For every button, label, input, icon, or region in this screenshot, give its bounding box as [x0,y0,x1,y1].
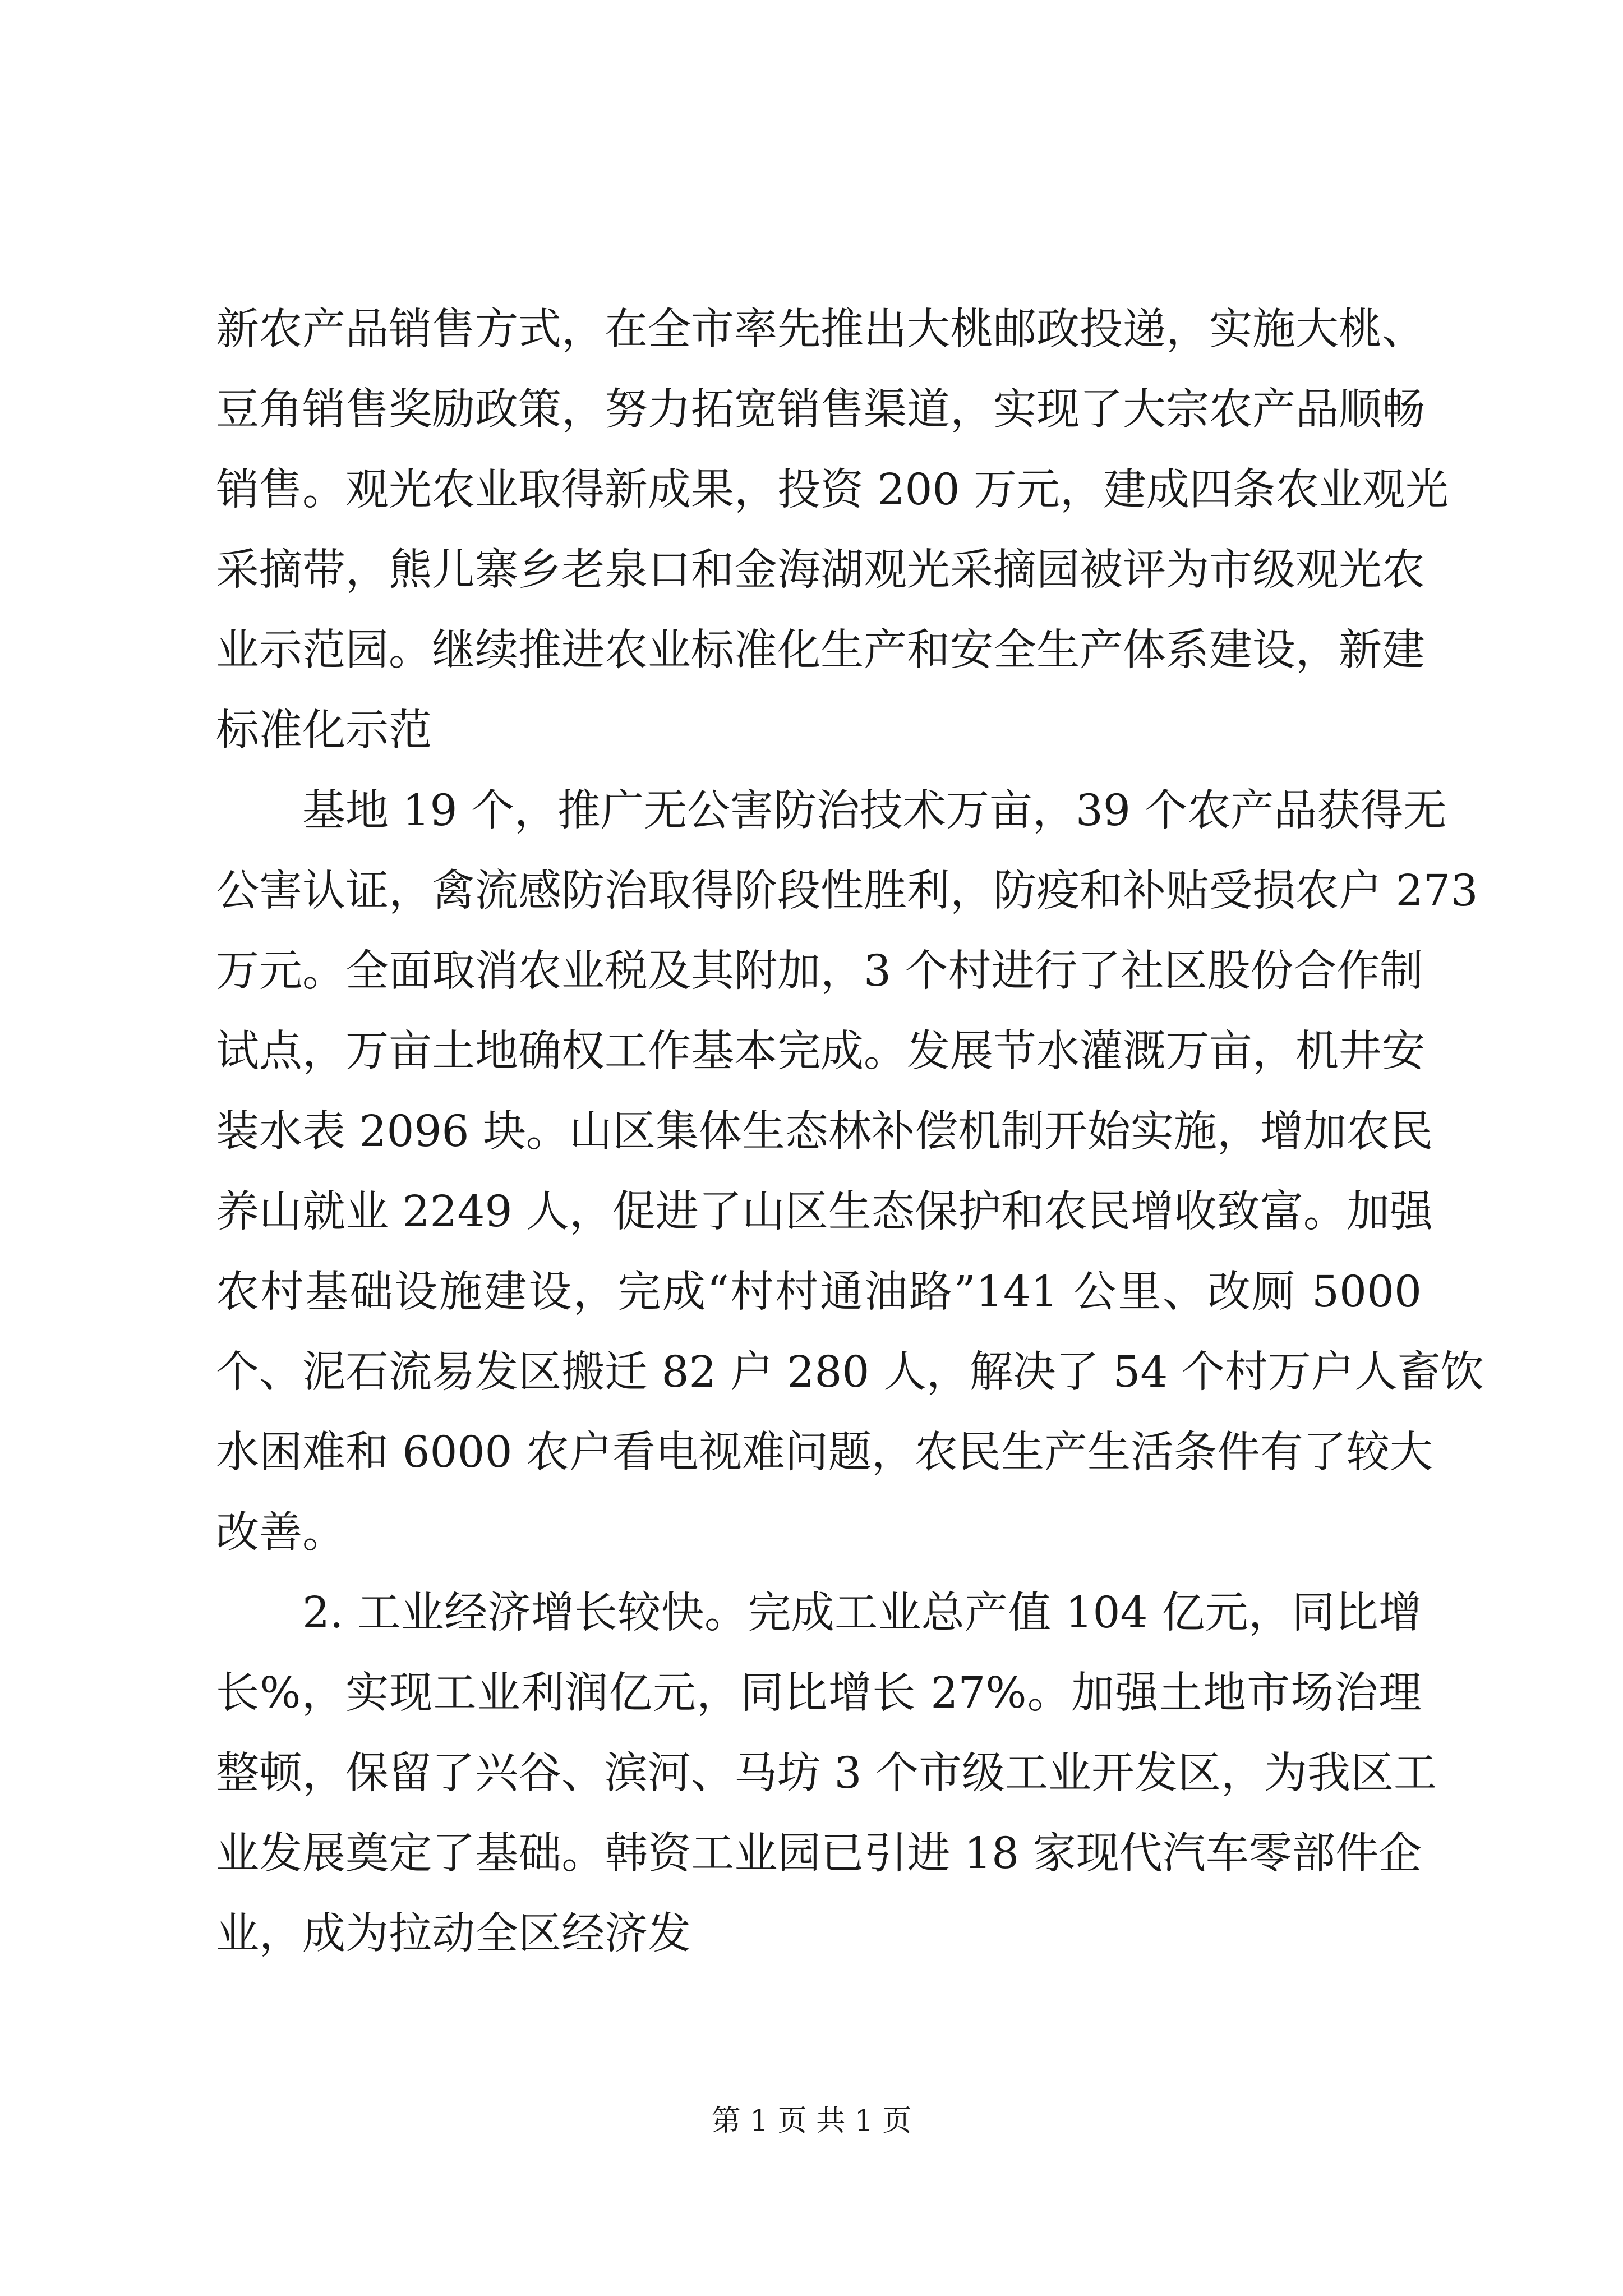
text-line: 试点，万亩土地确权工作基本完成。发展节水灌溉万亩，机井安 [216,1027,1425,1076]
text-line: 农村基础设施建设，完成“村村通油路”141 公里、改厕 5000 [216,1267,1422,1317]
text-line: 长%，实现工业利润亿元，同比增长 27%。加强土地市场治理 [216,1668,1422,1718]
page-footer: 第 1 页 共 1 页 [711,2104,912,2138]
text-line: 业，成为拉动全区经济发 [216,1909,691,1959]
text-line: 个、泥石流易发区搬迁 82 户 280 人，解决了 54 个村万户人畜饮 [216,1347,1484,1397]
text-line: 整顿，保留了兴谷、滨河、马坊 3 个市级工业开发区，为我区工 [216,1749,1437,1798]
text-line: 水困难和 6000 农户看电视难问题，农民生产生活条件有了较大 [216,1428,1433,1478]
text-line: 养山就业 2249 人，促进了山区生态保护和农民增收致富。加强 [216,1187,1433,1237]
document-body [216,289,1484,1974]
text-line: 业示范园。继续推进农业标准化生产和安全生产体系建设，新建 [216,625,1425,675]
text-line: 装水表 2096 块。山区集体生态林补偿机制开始实施，增加农民 [216,1107,1433,1157]
text-line: 豆角销售奖励政策，努力拓宽销售渠道，实现了大宗农产品顺畅 [216,385,1425,435]
text-line: 2. 工业经济增长较快。完成工业总产值 104 亿元，同比增 [302,1588,1422,1638]
paragraph [216,771,1484,1573]
text-line: 标准化示范 [216,706,432,756]
text-line: 业发展奠定了基础。韩资工业园已引进 18 家现代汽车零部件企 [216,1829,1422,1879]
text-line: 销售。观光农业取得新成果，投资 200 万元，建成四条农业观光 [216,465,1449,515]
paragraph [216,289,1449,771]
text-line: 基地 19 个，推广无公害防治技术万亩，39 个农产品获得无 [302,786,1447,836]
text-line: 采摘带，熊儿寨乡老泉口和金海湖观光采摘园被评为市级观光农 [216,545,1425,595]
text-line: 万元。全面取消农业税及其附加，3 个村进行了社区股份合作制 [216,946,1423,996]
text-line: 改善。 [216,1508,345,1558]
text-line: 公害认证，禽流感防治取得阶段性胜利，防疫和补贴受损农户 273 [216,866,1478,916]
paragraph [216,1573,1437,1974]
text-line: 新农产品销售方式，在全市率先推出大桃邮政投递，实施大桃、 [216,305,1425,355]
